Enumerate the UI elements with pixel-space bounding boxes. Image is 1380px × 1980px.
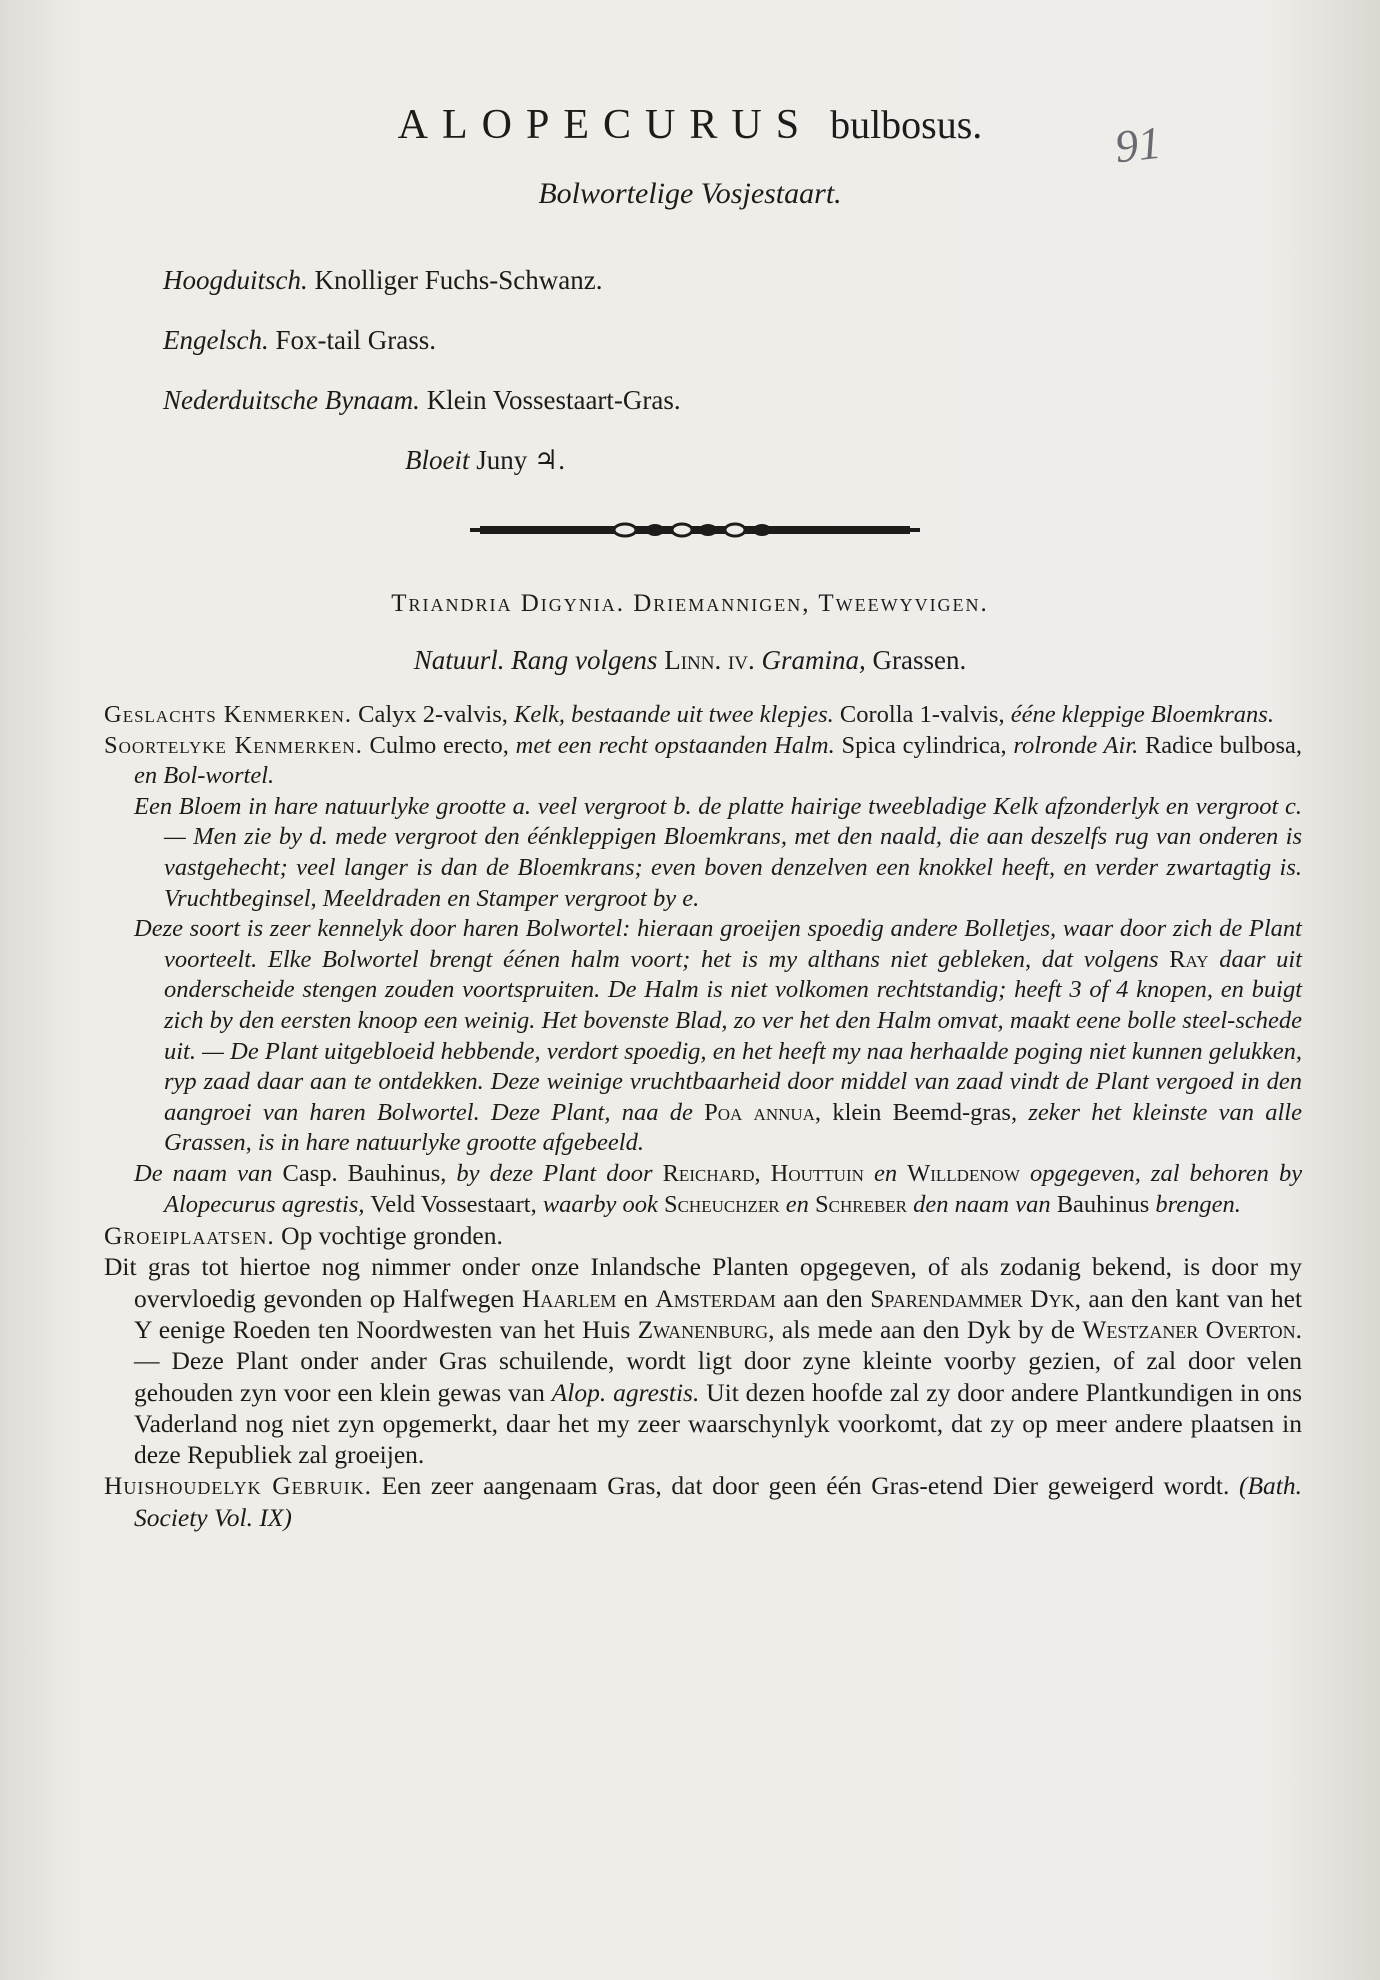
use-text: Een zeer aangenaam Gras, dat door geen één Gras-etend Dier geweigerd wordt. (381, 1471, 1230, 1501)
rank-dutch: Grassen. (872, 645, 967, 675)
species-text-dutch-3: en Bol-wortel. (134, 762, 275, 790)
figure-note-text: Een Bloem in hare natuurlyke grootte a. veel vergroot b. de platte hairige tweebladige Kelk afzonderlyk en vergroot c. — Men zie by d. mede vergroot den éénkleppigen Bloemkrans, met den naald, die aan deszelfs rug van onderen is vastgehecht; veel langer is dan de Bloemkrans; even boven denzelven een knokkel heeft, en verder zwartagtig is. Vruchtbeginsel, Meeldraden en Stamper vergroot by e. (134, 792, 1302, 912)
locality (104, 1251, 1302, 1470)
naming-reichard: Reichard, (662, 1159, 761, 1187)
handwritten-page-number: 91 (1112, 116, 1164, 173)
naming-part-3: opgegeven, zal behoren by Alopecurus agrestis, (164, 1159, 1303, 1218)
species-characteristics (104, 731, 1302, 792)
naming-note (104, 1159, 1302, 1220)
household-use (104, 1470, 1302, 1533)
locality-zwanenburg: Zwanenburg, (637, 1314, 775, 1344)
header (0, 94, 1380, 211)
author-ray: Ray (1169, 945, 1209, 973)
common-name: Bolwortelige Vosjestaart. (538, 177, 842, 210)
name-german-value: Knolliger Fuchs-Schwanz. (314, 265, 603, 295)
genus-characteristics (104, 700, 1302, 731)
naming-part-5: den naam van (913, 1190, 1051, 1218)
use-label: Huishoudelyk Gebruik. (104, 1471, 373, 1501)
locality-part-3: aan den kant van het Y eenige Roeden ten Noordwesten van het Huis (134, 1283, 1303, 1344)
genus-text-dutch-1: Kelk, bestaande uit twee klepjes. (514, 701, 834, 728)
naming-bauhinus: Casp. Bauhinus, (282, 1159, 447, 1187)
locality-agrestis: Alop. agrestis. (551, 1377, 700, 1407)
locality-part-2: aan den (783, 1283, 863, 1313)
poa-annua-dutch: klein Beemd-gras, (832, 1098, 1018, 1126)
name-dutch (163, 370, 681, 430)
naming-and-1: en (873, 1159, 898, 1187)
figure-note (104, 792, 1302, 914)
genus-text-latin-1: Calyx 2-valvis, (358, 701, 508, 728)
rank-label: Natuurl. Rang volgens (413, 645, 658, 675)
naming-part-4: waarby ook (542, 1190, 658, 1218)
naming-part-1: De naam van (134, 1159, 273, 1187)
naming-part-2: by deze Plant door (456, 1159, 653, 1187)
species-description (104, 914, 1302, 1159)
species-label: Soortelyke Kenmerken. (104, 731, 363, 759)
naming-houttuin: Houttuin (770, 1159, 864, 1187)
habitat-text: Op vochtige gronden. (281, 1221, 503, 1251)
linnaean-class: Triandria Digynia. Driemannigen, Tweewyvigen. (391, 590, 989, 617)
naming-part-6: brengen. (1155, 1190, 1241, 1218)
name-dutch-lang: Nederduitsche Bynaam. (163, 385, 420, 415)
description-part-2: daar uit onderscheide stengen zouden voortspruiten. De Halm is niet volkomen rechtstandig; heeft 3 of 4 knopen, en buigt zich by den eersten knoop een weinig. Het bovenste Blad, zo ver het den Halm omvat, maakt eene bolle steel-schede uit. — De Plant uitgebloeid hebbende, verdort spoedig, en het heeft my naa herhaalde poging niet kunnen gelukken, ryp zaad daar aan te ontdekken. Deze weinige vruchtbaarheid door middel van zaad vindt de Plant vergoed in den aangroei van haren Bolwortel. Deze Plant, naa de (164, 945, 1303, 1126)
classification (0, 584, 1380, 680)
species-text-dutch-2: rolronde Air. (1013, 731, 1139, 759)
genus-text-dutch-2: ééne kleppige Bloemkrans. (1010, 701, 1274, 728)
use-reference: (Bath. Society Vol. IX) (134, 1471, 1303, 1532)
naming-willdenow: Willdenow (907, 1159, 1020, 1187)
body-text (104, 700, 1302, 1533)
name-german (163, 250, 681, 310)
locality-part-6: Uit dezen hoofde zal zy door andere Plantkundigen in ons Vaderland nog niet zyn opgemerkt, daar het my zeer waarschynlyk voorkomt, dat zy op meer andere plaatsen in deze Republiek zal groeijen. (134, 1377, 1302, 1470)
description-part-1: Deze soort is zeer kennelyk door haren Bolwortel: hieraan groeijen spoedig andere Bolletjes, waar door zich de Plant voorteelt. Elke Bolwortel brengt éénen halm voort; het is my althans niet gebleken, dat volgens (134, 915, 1302, 973)
naming-veld: Veld Vossestaart, (370, 1190, 537, 1218)
name-english-lang: Engelsch. (163, 325, 269, 355)
poa-annua: Poa annua, (704, 1098, 822, 1126)
naming-schreber: Schreber (814, 1190, 908, 1218)
rank-name: Gramina, (761, 645, 866, 675)
naming-bauhinus-2: Bauhinus (1056, 1190, 1150, 1218)
bloom-value: Juny ♃. (476, 445, 565, 475)
species-text-latin-2: Spica cylindrica, (841, 731, 1007, 759)
locality-westzaner: Westzaner Overton. (1082, 1314, 1302, 1344)
name-english (163, 310, 681, 370)
bloom-label: Bloeit (405, 445, 470, 475)
genus-label: Geslachts Kenmerken. (104, 701, 353, 728)
locality-and: en (623, 1283, 648, 1313)
locality-part-5: — Deze Plant onder ander Gras schuilende, wordt ligt door zyne kleinte voorby gezien, of zal door velen gehouden zyn voor een klein gewas van (134, 1346, 1302, 1407)
title-genus: ALOPECURUS (397, 102, 814, 148)
page-title (0, 94, 1380, 155)
locality-part-1: Dit gras tot hiertoe nog nimmer onder onze Inlandsche Planten opgegeven, of als zodanig bekend, is door my overvloedig gevonden op Halfwegen (104, 1252, 1302, 1313)
bloom-period (405, 430, 681, 490)
rank-number: iv. (727, 645, 755, 675)
locality-sparendammer: Sparendammer Dyk, (870, 1283, 1081, 1313)
locality-haarlem: Haarlem (521, 1283, 617, 1313)
species-text-dutch-1: met een recht opstaanden Halm. (515, 731, 835, 759)
name-english-value: Fox-tail Grass. (275, 325, 436, 355)
naming-scheuchzer: Scheuchzer (663, 1190, 780, 1218)
ornamental-divider (470, 518, 920, 542)
species-text-latin-1: Culmo erecto, (369, 731, 509, 759)
habitat-label: Groeiplaatsen. (104, 1221, 275, 1251)
name-dutch-value: Klein Vossestaart-Gras. (426, 385, 681, 415)
locality-part-4: als mede aan den Dyk by de (781, 1314, 1075, 1344)
species-text-latin-3: Radice bulbosa, (1144, 731, 1303, 759)
rank-author: Linn. (664, 645, 722, 675)
name-german-lang: Hoogduitsch. (163, 265, 308, 295)
title-species: bulbosus. (830, 102, 983, 147)
description-part-3: zeker het kleinste van alle Grassen, is in hare natuurlyke grootte afgebeeld. (164, 1098, 1302, 1157)
habitat (104, 1220, 1302, 1251)
locality-amsterdam: Amsterdam (655, 1283, 776, 1313)
natural-rank (0, 640, 1380, 680)
naming-and-2: en (785, 1190, 809, 1218)
genus-text-latin-2: Corolla 1-valvis, (839, 701, 1005, 728)
vernacular-names (163, 250, 681, 490)
